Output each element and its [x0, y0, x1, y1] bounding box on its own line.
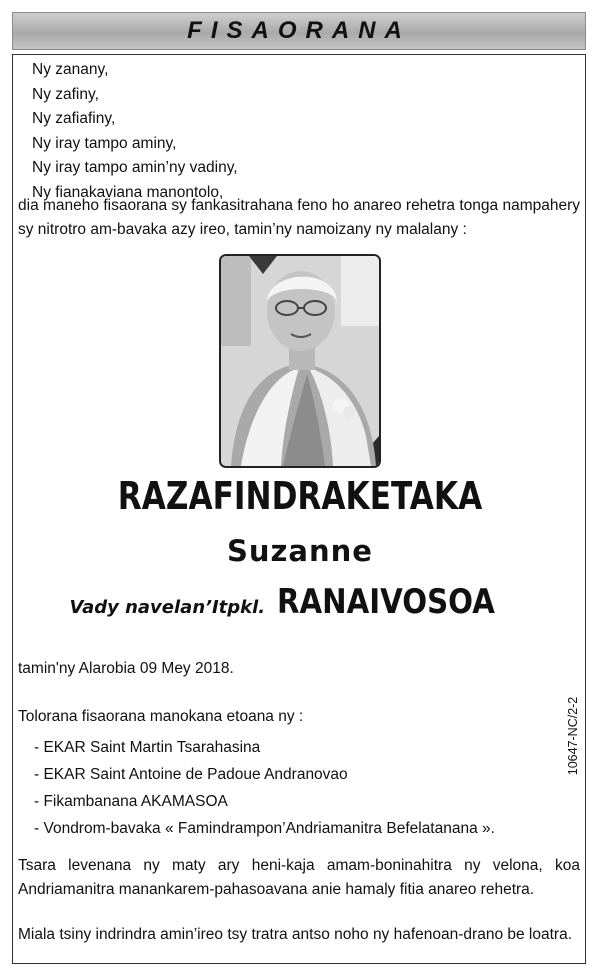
portrait-photo: [219, 254, 381, 468]
spouse-name: RANAIVOSOA: [277, 582, 496, 622]
intro-paragraph: dia maneho fisaorana sy fankasitrahana feno ho anareo rehetra tonga nampahery sy nitrotro am-bavaka azy ireo, tamin’ny namoizany ny malalany :: [18, 197, 580, 238]
header-banner: [12, 12, 586, 50]
thanks-item: - EKAR Saint Antoine de Padoue Andranovao: [34, 766, 348, 783]
reference-code: 10647-NC/2-2: [566, 696, 580, 776]
salutation-line: Ny zafiny,: [32, 85, 99, 103]
header-title: FISAORANA: [187, 17, 411, 44]
salutation-line: Ny iray tampo aminy,: [32, 134, 177, 152]
thanks-item: - Fikambanana AKAMASOA: [34, 793, 228, 810]
thanks-list: [34, 734, 495, 842]
thanks-intro: Tolorana fisaorana manokana etoana ny :: [18, 708, 304, 725]
salutations-list: [32, 58, 238, 206]
death-date: tamin'ny Alarobia 09 Mey 2018.: [18, 660, 234, 677]
spouse-prefix: Vady navelan’Itpkl.: [69, 597, 266, 618]
thanks-item: - Vondrom-bavaka « Famindrampon’Andriamanitra Befelatanana ».: [34, 820, 495, 837]
salutation-line: Ny zanany,: [32, 61, 109, 78]
deceased-surname: RAZAFINDRAKETAKA: [117, 474, 483, 518]
salutation-line: Ny zafiafiny,: [32, 110, 116, 128]
salutation-line: Ny fianakaviana manontolo,: [32, 183, 224, 201]
salutation-line: Ny iray tampo amin’ny vadiny,: [32, 159, 238, 177]
portrait-illustration: [221, 256, 379, 466]
deceased-firstname: Suzanne: [227, 534, 373, 568]
closing-paragraph: Tsara levenana ny maty ary heni-kaja amam-boninahitra ny velona, koa Andriamanitra manankarem-pahasoavana anie hamaly fitia anareo rehetra.: [18, 857, 580, 898]
thanks-item: - EKAR Saint Martin Tsarahasina: [34, 739, 261, 756]
spouse-line: [0, 582, 600, 622]
apology-paragraph: Miala tsiny indrindra amin’ireo tsy tratra antso noho ny hafenoan-drano be loatra.: [18, 926, 573, 943]
